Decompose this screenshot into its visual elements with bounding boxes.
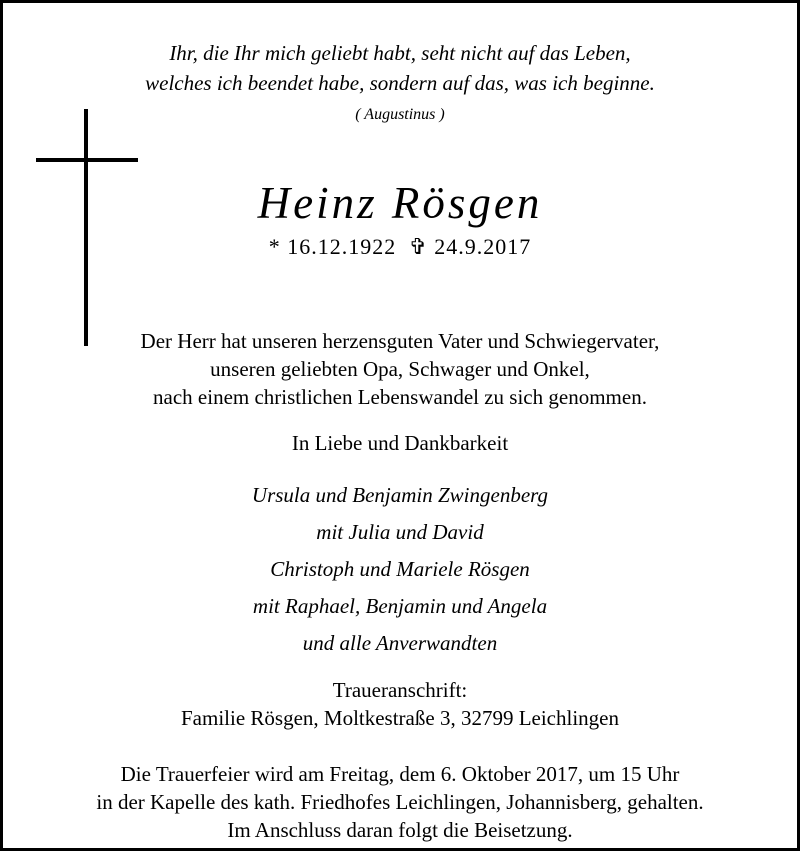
- ceremony-line: in der Kapelle des kath. Friedhofes Leichlingen, Johannisberg, gehalten.: [96, 790, 704, 814]
- family-member-line: mit Julia und David: [316, 520, 484, 544]
- life-dates: [3, 232, 797, 262]
- message-line: Der Herr hat unseren herzensguten Vater und Schwiegervater,: [140, 329, 660, 353]
- address-value: Familie Rösgen, Moltkestraße 3, 32799 Leichlingen: [180, 706, 619, 730]
- closing-line: In Liebe und Dankbarkeit: [291, 431, 509, 455]
- family-member-line: mit Raphael, Benjamin und Angela: [252, 594, 548, 618]
- quote-author: ( Augustinus ): [355, 106, 445, 123]
- quote-line: Ihr, die Ihr mich geliebt habt, seht nicht auf das Leben,: [169, 41, 631, 65]
- message-line: nach einem christlichen Lebenswandel zu sich genommen.: [153, 385, 647, 409]
- birth-date: 16.12.1922: [287, 234, 397, 259]
- address-label: Traueranschrift:: [332, 678, 468, 702]
- ceremony-line: Im Anschluss daran folgt die Beisetzung.: [227, 818, 573, 842]
- quote-line: welches ich beendet habe, sondern auf das, was ich beginne.: [145, 71, 655, 95]
- death-date: 24.9.2017: [434, 234, 532, 259]
- birth-symbol: *: [268, 234, 281, 259]
- message-line: unseren geliebten Opa, Schwager und Onkel,: [210, 357, 590, 381]
- family-member-line: und alle Anverwandten: [302, 631, 498, 655]
- cross-horizontal-bar: [36, 158, 138, 162]
- ceremony-line: Die Trauerfeier wird am Freitag, dem 6. Oktober 2017, um 15 Uhr: [120, 762, 680, 786]
- family-member-line: Ursula und Benjamin Zwingenberg: [251, 483, 549, 507]
- family-member-line: Christoph und Mariele Rösgen: [270, 557, 530, 581]
- death-cross-icon: ✞: [408, 234, 429, 259]
- deceased-name: Heinz Rösgen: [257, 178, 543, 228]
